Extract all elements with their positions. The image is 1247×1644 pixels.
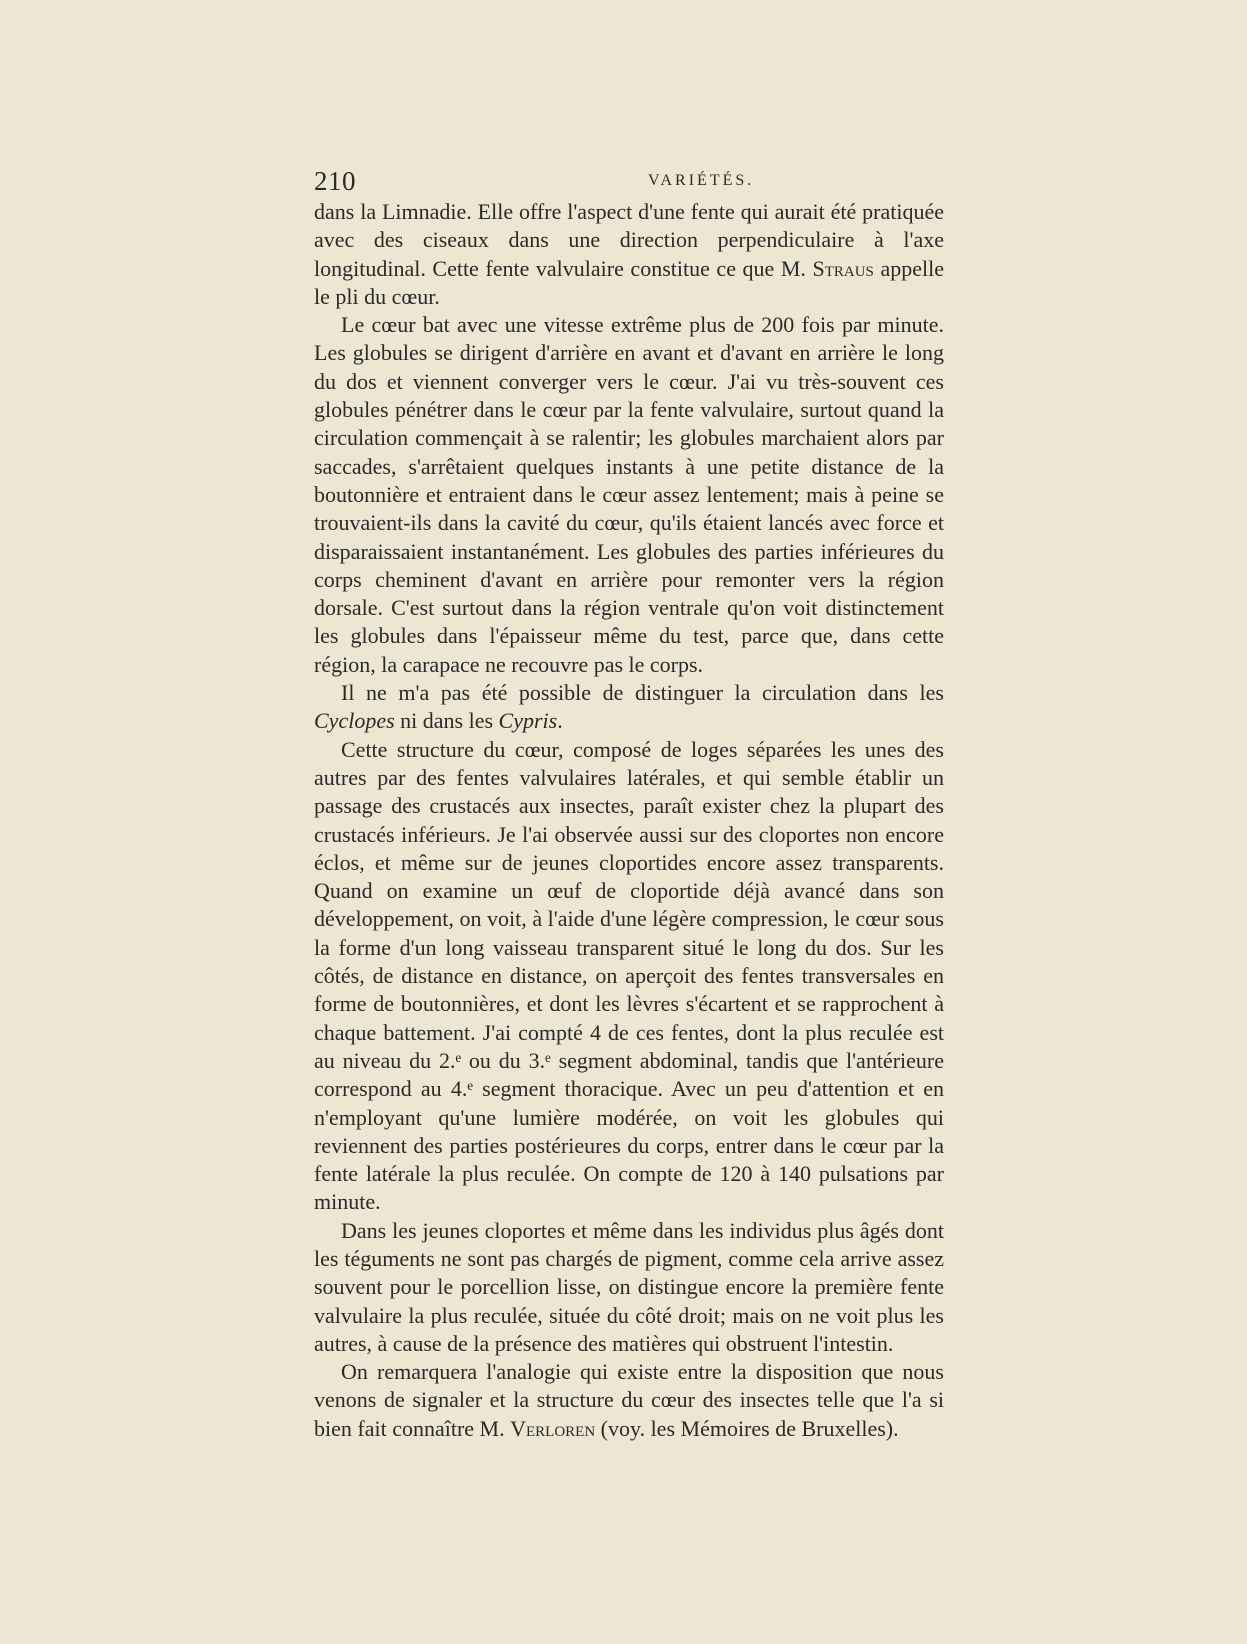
paragraph-text: Cette structure du cœur, composé de loges séparées les unes des autres par des fentes valvulaires latérales, et qui semble établir un passage des crustacés aux insectes, paraît exister chez la plupart des crustacés inférieurs. Je l'ai observée aussi sur des cloportes non encore éclos, et même sur de jeunes cloportides encore assez transparents. Quand on examine un œuf de cloportide déjà avancé dans son développement, on voit, à l'aide d'une légère compression, le cœur sous la forme d'un long vaisseau transparent situé le long du dos. Sur les côtés, de distance en distance, on aperçoit des fentes transversales en forme de boutonnières, et dont les lèvres s'écartent et se rapprochent à chaque battement. J'ai compté 4 de ces fentes, dont la plus reculée est au niveau du 2.ᵉ ou du 3.ᵉ segment abdominal, tandis que l'antérieure correspond au 4.ᵉ segment thoracique. Avec un peu d'attention et en n'employant qu'une lumière modérée, on voit les globules qui reviennent des parties postérieures du corps, entrer dans le cœur par la fente latérale la plus reculée. On compte de 120 à 140 pulsations par minute. <box>314 736 944 1215</box>
author-name: Straus <box>812 255 874 281</box>
text-body <box>314 198 944 1443</box>
paragraph-text: (voy. les Mémoires de Bruxelles). <box>595 1415 899 1441</box>
genus-name: Cyclopes <box>314 708 395 734</box>
paragraph-text: Dans les jeunes cloportes et même dans les individus plus âgés dont les téguments ne sont pas chargés de pigment, comme cela arrive assez souvent pour le porcellion lisse, on distingue encore la première fente valvulaire la plus reculée, située du côté droit; mais on ne voit plus les autres, à cause de la présence des matières qui obstruent l'intestin. <box>314 1217 944 1356</box>
paragraph-text: Le cœur bat avec une vitesse extrême plus de 200 fois par minute. Les globules se dirigent d'arrière en avant et d'avant en arrière le long du dos et viennent converger vers le cœur. J'ai vu très-souvent ces globules pénétrer dans le cœur par la fente valvulaire, surtout quand la circulation commençait à se ralentir; les globules marchaient alors par saccades, s'arrêtaient quelques instants à une petite distance de la boutonnière et entraient dans le cœur assez lentement; mais à peine se trouvaient-ils dans la cavité du cœur, qu'ils étaient lancés avec force et disparaissaient instantanément. Les globules des parties inférieures du corps cheminent d'avant en arrière pour remonter vers la région dorsale. C'est surtout dans la région ventrale qu'on voit distinctement les globules dans l'épaisseur même du test, parce que, dans cette région, la carapace ne recouvre pas le corps. <box>314 312 944 677</box>
paragraph-text: appelle le pli du cœur. <box>314 255 944 309</box>
paragraph-text: ni dans les <box>394 708 499 734</box>
paragraph <box>314 1217 944 1358</box>
paragraph <box>314 311 944 679</box>
genus-name: Cypris <box>498 708 558 734</box>
paragraph <box>314 679 944 736</box>
paragraph <box>314 198 944 311</box>
paragraph-text: dans la Limnadie. Elle offre l'aspect d'une fente qui aurait été pratiquée avec des ciseaux dans une direction perpendiculaire à l'axe longitudinal. Cette fente valvulaire constitue ce que M. <box>314 199 944 281</box>
paragraph-text: On remarquera l'analogie qui existe entre la disposition que nous venons de signaler et la structure du cœur des insectes telle que l'a si bien fait connaître M. <box>314 1359 944 1441</box>
paragraph <box>314 1358 944 1443</box>
page-number: 210 <box>314 166 356 196</box>
paragraph-text: . <box>557 708 563 734</box>
running-title: VARIÉTÉS. <box>648 172 755 189</box>
paragraph-text: Il ne m'a pas été possible de distinguer la circulation dans les <box>341 680 944 706</box>
page-header <box>312 166 946 196</box>
author-name: Verloren <box>510 1415 596 1441</box>
paragraph <box>314 736 944 1217</box>
